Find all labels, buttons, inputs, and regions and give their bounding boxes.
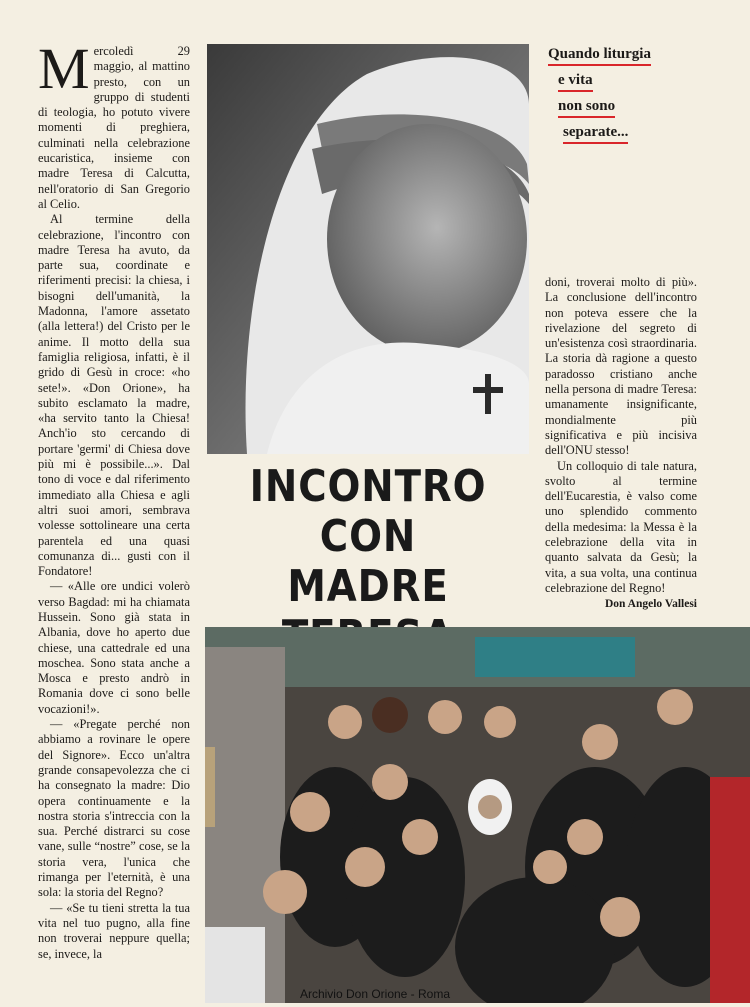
author-signature: Don Angelo Vallesi	[604, 598, 697, 610]
article-paragraph: — «Se tu tieni stretta la tua vita nel tuo pugno, alla fine non troverai neppure quella; se, invece, la	[38, 900, 190, 961]
tagline-line: e vita	[558, 70, 593, 92]
article-left-column	[38, 36, 190, 962]
mother-teresa-portrait	[207, 44, 529, 454]
headline-line: INCONTRO	[249, 461, 487, 512]
tagline	[548, 44, 728, 148]
archive-caption: Archivio Don Orione - Roma	[299, 987, 451, 1001]
headline-line: MADRE	[287, 561, 449, 612]
tagline-line: non sono	[558, 96, 615, 118]
drop-cap: M	[38, 36, 90, 101]
article-right-column	[545, 275, 697, 596]
article-paragraph: — «Alle ore undici volerò verso Bagdad: mi ha chiamata Hussein. Sono già stata in Albania, dove ho aperto due chiese, una cattedrale ed una moschea. Sono stata anche a Mosca e presto andrò in Romania dove ci sono belle vocazioni!».	[38, 579, 190, 716]
article-paragraph: Un colloquio di tale natura, svolto al termine dell'Eucarestia, è valso come uno splendido commento della medesima: la Messa è la celebrazione della vita in quanto salvata da Gesù; la vita, a sua volta, una continua celebrazione del Regno!	[545, 458, 697, 595]
article-paragraph: — «Pregate perché non abbiamo a rovinare le opere del Signore». Ecco un'altra grande consapevolezza che ci ha consegnato la madre: Dio opera continuamente e la nostra storia s'intreccia con la sua. Perché distrarci su cose vane, sulle “nostre” cose, se la storia vera, l'unica che rimanga per l'eternità, è una sola: la storia del Regno?	[38, 717, 190, 900]
group-photo	[205, 627, 750, 1003]
article-paragraph: Al termine della celebrazione, l'incontro con madre Teresa ha avuto, da parte sua, coordinate e riferimenti precisi: la chiesa, i bisogni dell'umanità, la Madonna, l'amore assetato (alla lettera!) del Cristo per le anime. Il motto della sua famiglia religiosa, infatti, è il grido di Gesù in croce: «ho sete!». «Don Orione», ha subito esclamato la madre, «ha servito tanto la Chiesa! Anch'io sto cercando di portare 'germi' di Chiesa dove più mi è possibile...». Dal tono di voce e dal riferimento immediato alla Chiesa e agli altri suoi amori, sembrava volesse sottolineare una certa parentela ed una quasi comunanza di... gusti con il Fondatore!	[38, 212, 190, 579]
tagline-line: separate...	[563, 122, 628, 144]
article-paragraph: Mercoledì 29 maggio, al mattino presto, con un gruppo di studenti di teologia, ho potuto vivere momenti di preghiera, culminati nella celebrazione eucaristica, insieme con madre Teresa di Calcutta, nell'oratorio di San Gregorio al Celio.	[38, 36, 190, 211]
tagline-line: Quando liturgia	[548, 44, 651, 66]
headline-line: CON	[319, 511, 417, 562]
article-paragraph: doni, troverai molto di più». La conclusione dell'incontro non poteva essere che la rivelazione del segreto di un'esistenza così straordinaria. La storia dà ragione a questo paradosso cristiano anche nella persona di madre Teresa: umanamente insignificante, mondialmente più significativa e più incisiva dell'ONU stesso!	[545, 275, 697, 458]
